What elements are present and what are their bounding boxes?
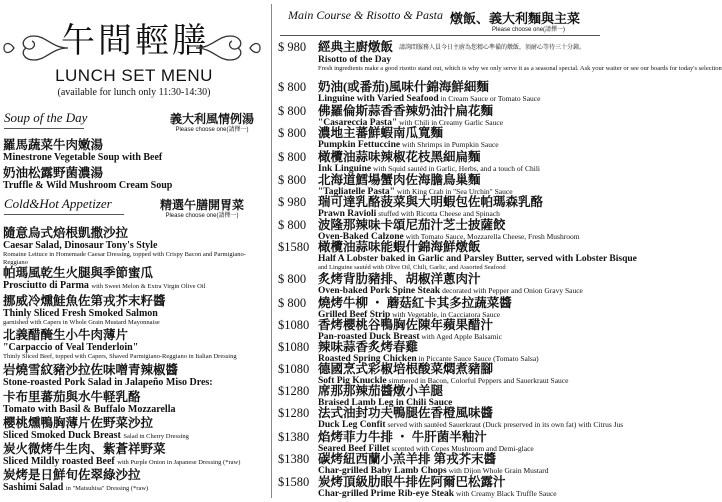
item-name-en: Thinly Sliced Fresh Smoked Salmon [3,308,158,319]
item-name-en-bold: Roasted Spring Chicken [318,354,417,364]
list-item [3,363,265,388]
list-item [3,416,265,442]
item-name-en-bold: Prawn Ravioli [318,209,377,219]
item-description: with Sweet Melon & Extra Virgin Olive Oil [91,283,206,290]
item-name-en-detail: with King Crab in "Sea Urchin" Sauce [394,187,513,196]
item-name-en-detail: Risotto of the Day [318,55,392,65]
item-name-en-detail: simmered in Bacon, Colorful Peppers and Sauerkraut Sauce [386,376,569,385]
item-name-en-bold: Linguine with Varied Seafood [318,94,439,104]
item-name-zh [318,126,598,140]
item-price: $1380 [278,452,310,466]
item-name-zh [318,452,598,466]
item-name-zh-text: 辣味蒜香炙烤春雞 [318,340,419,354]
item-price: $1080 [278,340,310,354]
item-name-en: "Carpaccio of Veal Tenderloin" [3,342,139,353]
item-name-zh-text: 席那那辣茄醬燉小羊腿 [318,384,444,398]
item-text [318,272,598,296]
item-name-en [318,94,598,104]
item-name-zh: 帕瑪風乾生火腿與季節蜜瓜 [3,266,154,280]
item-name-zh [318,240,598,254]
item-text [318,340,598,364]
item-name-en [318,140,598,150]
soup-zh-heading: 義大利風情例湯 [169,112,254,126]
item-name-zh-text: 橄欖油蒜味辣椒花枝黑細扁麵 [318,150,481,164]
item-price: $1580 [278,240,310,254]
main-course-zh-heading: 燉飯、義大利麵與主菜 [450,11,581,26]
item-text [318,475,598,499]
item-name-zh [318,362,598,376]
item-name-zh [318,173,598,187]
appetizer-zh-heading: 精選午膳開胃菜 [159,198,244,212]
column-divider [271,4,272,498]
divider [4,128,84,129]
main-choose-note: Please choose one(請擇一) [492,27,566,33]
item-name-en-detail: with Aged Apple Balsamic [419,332,503,341]
item-name-zh-text: 炭烤頂級肋眼牛排佐阿爾巴松露汁 [318,475,506,489]
item-name-en-detail: with Vegetable, in Cacciatora Sauce [390,310,501,319]
list-item [3,442,265,468]
item-name-zh [318,150,598,164]
item-name-en: Sliced Mildly roasted Beef [3,456,115,467]
item-name-en-bold: Half A Lobster baked in Garlic and Parsley Butter, served with Lobster Bisque [318,254,637,264]
item-name-en: Caesar Salad, Dinosaur Tony's Style [3,240,158,251]
item-price: $1380 [278,430,310,444]
item-text [318,452,598,476]
right-column [274,0,722,502]
item-price: $1080 [278,362,310,376]
list-item [3,390,265,415]
item-name-zh [318,318,598,332]
item-text [318,384,598,408]
item-name-en [318,420,624,430]
item-description: with Purple Onion in Japanese Dressing (*raw) [117,459,241,466]
item-name-zh: 卡布里蕃茄與水牛軽乳酪 [3,390,141,404]
item-text [318,40,722,73]
item-name-en: Truffle & Wild Mushroom Cream Soup [3,180,173,191]
item-description: and Linguine sautéd with Olive Oil, Chili, Garlic, and Assorted Seafood [318,264,506,271]
item-text [318,406,624,430]
item-name-en: Stone-roasted Pork Salad in Jalapeño Miso Dres: [3,377,213,388]
item-name-en-detail: decorated with Pepper and Onion Gravy Sauce [440,286,583,295]
item-description: Fresh ingredients make a good risotto stand out, which is why we only serve it as a seasonal special. Ask your waiter or see our boards for today's selection [318,65,722,72]
page-title-en: LUNCH SET MENU [55,66,213,85]
item-name-en [318,55,598,65]
page-title-zh: 午間輕膳 [61,23,209,60]
item-name-zh [318,104,598,118]
item-name-zh-text: 佛羅倫斯蒜香香辣奶油汁扁花麵 [318,104,494,118]
soup-heading: Soup of the Day [4,110,88,125]
item-name-zh [318,80,598,94]
item-text [318,126,598,150]
appetizer-heading: Cold&Hot Appetizer [4,196,112,211]
item-name-zh [318,475,598,489]
item-name-zh [318,406,598,420]
item-name-en-bold: Seared Beef Fillet [318,444,390,454]
item-description: Thinly Sliced Beef, topped with Capers, Shaved Parmigiano-Reggiano in Italian Dressing [3,353,237,360]
item-name-en-detail: with Creamy Black Truffle Sauce [454,489,557,498]
item-price: $ 980 [278,195,307,209]
item-name-zh [318,340,598,354]
item-name-zh [318,430,598,444]
item-name-en: Sliced Smoked Duck Breast [3,430,121,441]
list-item [3,468,265,494]
item-price: $ 800 [278,126,307,140]
item-name-en-bold: Pumpkin Fettuccine [318,140,401,150]
item-price: $1280 [278,384,310,398]
item-name-zh: 櫻桃燻鴨胸薄片佐野菜沙拉 [3,416,154,430]
item-name-zh: 隨意烏式焙根凱撒沙拉 [3,226,129,240]
item-price: $1280 [278,406,310,420]
item-name-zh-text: 燒烤牛柳 ・ 蘑菇紅卡其多拉蔬菜醬 [318,296,512,310]
item-price: $ 800 [278,104,307,118]
item-name-zh: 岩燒雪紋豬沙拉佐味噌青辣椒醬 [3,363,179,377]
item-name-en-bold: Soft Pig Knuckle [318,376,387,386]
item-name-en-bold: Grilled Beef Strip [318,310,391,320]
item-description: garnished with Capers in Whole Grain Mustard Mayonnaise [3,319,160,326]
item-name-en-bold: Pan-roasted Duck Breast [318,332,420,342]
divider [280,35,600,36]
item-name-en-bold: Char-grilled Baby Lamb Chops [318,466,447,476]
item-name-zh: 奶油松露野菌濃湯 [3,166,104,180]
item-name-en-detail: with Dijon Whole Grain Mustard [446,466,549,475]
item-name-en-bold: Oven-baked Pork Spine Steak [318,286,441,296]
item-name-en-bold: Oven-Baked Calzone [318,232,404,242]
list-item [3,294,265,327]
item-name-en-detail: in Cream Sauce or Tomato Sauce [438,94,541,103]
scroll-ornament-icon [194,28,262,68]
item-name-en-bold: "Tagliatelle Pasta" [318,187,395,197]
item-name-zh-text: 德國烹式彩椒培根酸菜燜煮豬腳 [318,362,494,376]
item-text [318,104,598,128]
item-price: $ 800 [278,218,307,232]
main-course-heading: Main Course & Risotto & Pasta [288,8,444,22]
item-name-en-detail: in Piccante Sauce Sauce (Tomato Salsa) [416,354,539,363]
item-price: $1080 [278,318,310,332]
item-name-zh-text: 波隆那辣味卡頌尼茄汁芝士披薩餃 [318,218,506,232]
item-price: $ 800 [278,80,307,94]
item-name-zh: 北義醋醃生小牛肉薄片 [3,328,129,342]
item-description: Salad in Cherry Dressing [123,433,189,440]
item-name-en [318,489,598,499]
item-name-zh-text: 北海道鱈場蟹肉佐海膽鳥巢麵 [318,173,481,187]
list-item [3,166,265,191]
item-name-zh-text: 奶油(或番茄)風味什錦海鮮細麵 [318,80,489,94]
list-item [3,226,265,266]
item-name-zh-text: 濃地主蕃鮮蝦南瓜寬麵 [318,126,444,140]
item-name-en-detail: with Squid sautéd in Garlic, Herbs, and a touch of Chili [371,164,541,173]
item-name-zh: 挪威冷燻鮭魚佐第戎芥末籽醬 [3,294,166,308]
item-name-en [318,254,637,264]
item-name-zh-text: 橄欖油蒜味能蝦什錦海鮮燉飯 [318,240,481,254]
item-price: $ 800 [278,296,307,310]
item-text [318,296,598,320]
item-text [318,150,598,174]
item-name-zh [318,40,598,55]
item-name-en-detail: scented with Cepes Mushroom and Demi-glace [389,444,534,453]
divider [4,214,124,215]
item-price: $ 980 [278,40,307,54]
item-name-zh-text: 香烤櫻桃谷鴨胸佐陳年蘋果醋汁 [318,318,494,332]
item-text [318,362,598,386]
item-text [318,80,598,104]
item-name-en-detail: with Shrimps in Pumpkin Sauce [400,140,499,149]
item-name-en-detail: with Chili in Creamy Garlic Sauce [397,118,504,127]
item-name-en [318,286,598,296]
item-name-en: Prosciutto di Parma [3,280,89,291]
list-item [3,138,265,163]
item-name-zh [318,272,598,286]
item-price: $ 800 [278,173,307,187]
item-name-en: Tomato with Basil & Buffalo Mozzarella [3,404,176,415]
item-text [318,318,598,342]
item-name-en-bold: Braised Lamb Leg in Chili Sauce [318,398,453,408]
item-text [318,240,637,272]
item-name-zh [318,296,598,310]
item-aside-note: 請詢問服務人員今日主廚為您精心準備的燉飯，須耐心等待三十分鐘。 [399,45,586,51]
item-text [318,218,598,242]
item-name-en-detail: served with sautéed Sauerkraut (Duck preserved in its own fat) with Citrus Jus [385,420,624,429]
item-description: in "Matsuhisa" Dressing (*raw) [65,485,149,492]
item-name-en-detail: stuffed with Ricotta Cheese and Spinach [376,209,500,218]
item-name-zh [318,218,598,232]
item-name-en-bold: Char-grilled Prime Rib-eye Steak [318,489,455,499]
item-name-zh-text: 碳烤紐西蘭小羔羊排 第戎芥末醬 [318,452,497,466]
item-description: Romaine Lettuce in Homemade Caesar Dressing, topped with Crispy Bacon and Parmigiano-Reggiano [3,251,246,266]
item-price: $1580 [278,475,310,489]
item-text [318,430,598,454]
item-name-zh [318,195,598,209]
soup-choose-note: Please choose one(請擇一) [175,127,249,133]
item-text [318,195,598,219]
item-text [318,173,598,197]
item-name-en-bold: "Casareccia Pasta" [318,118,398,128]
item-name-zh-text: 經典主廚燉飯 [318,40,394,54]
appetizer-zh-heading-block [140,198,264,220]
availability-note: (available for lunch only 11:30-14:30) [57,87,211,98]
item-name-zh: 炭火微烤牛生肉、紫蒼祥野菜 [3,442,166,456]
item-name-zh-text: 法式油封功夫鴨腿佐香橙風味醬 [318,406,494,420]
item-price: $ 800 [278,272,307,286]
item-name-en: Minestrone Vegetable Soup with Beef [3,152,163,163]
item-name-zh-text: 瑞可達乳酪菠菜與大明蝦包佐帕瑪森乳酪 [318,195,544,209]
item-name-en: Sashimi Salad [3,482,64,493]
item-name-zh: 炭烤是日鮮旬佐翠綠沙拉 [3,468,141,482]
item-name-en-bold: Duck Leg Confit [318,420,386,430]
item-name-en-detail: with Tomato Sauce, Mozzarella Cheese, Fresh Mushroom [403,232,580,241]
item-name-zh: 羅馬蔬菜牛肉嫩湯 [3,138,104,152]
appetizer-choose-note: Please choose one(請擇一) [165,213,239,219]
soup-zh-heading-block [160,112,264,134]
item-name-zh [318,384,598,398]
list-item [3,328,265,361]
item-name-en-bold: Ink Linguine [318,164,372,174]
item-name-zh-text: 焰烤菲力牛排 ・ 牛肝菌半釉汁 [318,430,487,444]
left-column [0,0,268,502]
item-name-zh-text: 炙烤背肋豬排、胡椒洋蔥肉汁 [318,272,481,286]
list-item [3,266,265,292]
item-price: $ 800 [278,150,307,164]
